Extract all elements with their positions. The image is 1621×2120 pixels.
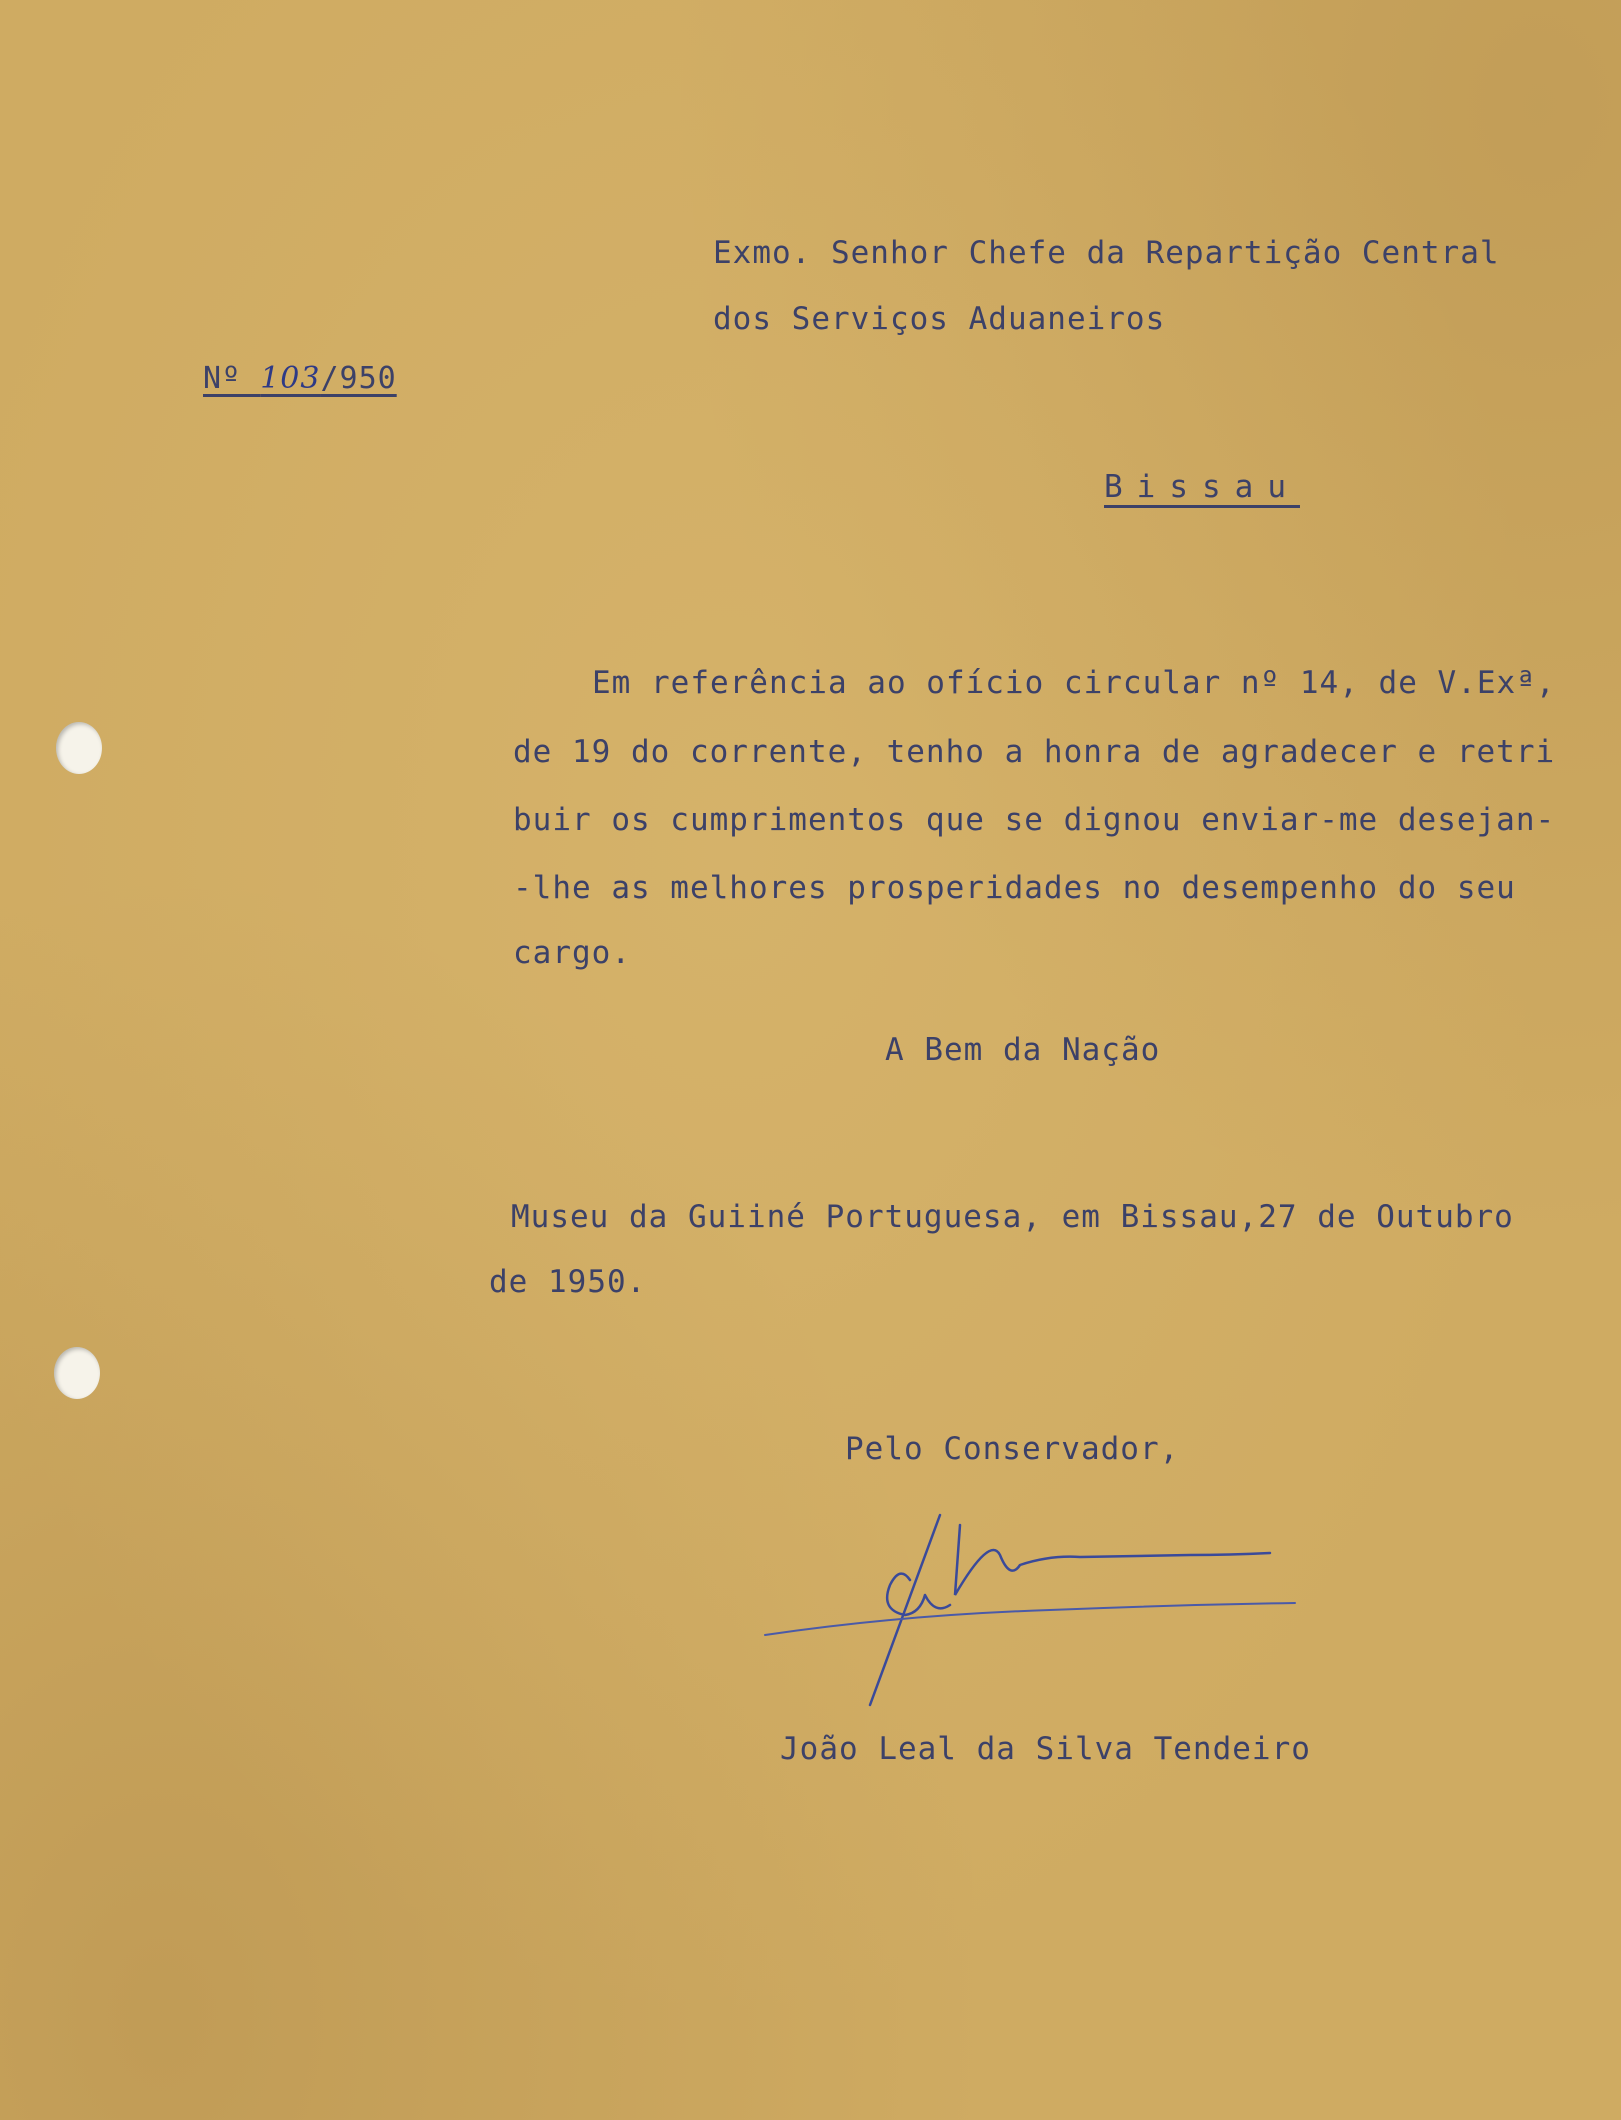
- reference-year: /950: [320, 361, 397, 396]
- destination-city: Bissau: [1104, 469, 1300, 505]
- punch-hole-bottom: [54, 1347, 100, 1399]
- place-date-line-2: de 1950.: [489, 1264, 647, 1300]
- reference-prefix: Nº: [203, 361, 261, 396]
- body-line-1: Em referência ao ofício circular nº 14, de V.Exª,: [592, 665, 1556, 701]
- punch-hole-top: [56, 722, 102, 774]
- place-date-line-1: Museu da Guiiné Portuguesa, em Bissau,27 de Outubro: [511, 1199, 1514, 1235]
- body-line-4: -lhe as melhores prosperidades no desempenho do seu: [513, 870, 1516, 906]
- body-line-2: de 19 do corrente, tenho a honra de agradecer e retri: [513, 734, 1556, 770]
- body-line-3: buir os cumprimentos que se dignou enviar-me desejan-: [513, 802, 1556, 838]
- reference-number: [203, 361, 397, 396]
- signatory-name: João Leal da Silva Tendeiro: [780, 1731, 1311, 1767]
- body-line-5: cargo.: [513, 935, 631, 971]
- handwritten-signature: [750, 1485, 1330, 1725]
- salutation: A Bem da Nação: [885, 1032, 1161, 1068]
- addressee-line-1: Exmo. Senhor Chefe da Repartição Central: [713, 235, 1500, 271]
- addressee-line-2: dos Serviços Aduaneiros: [713, 301, 1166, 337]
- closing: Pelo Conservador,: [845, 1431, 1180, 1467]
- reference-handwritten-number: 103: [260, 361, 321, 396]
